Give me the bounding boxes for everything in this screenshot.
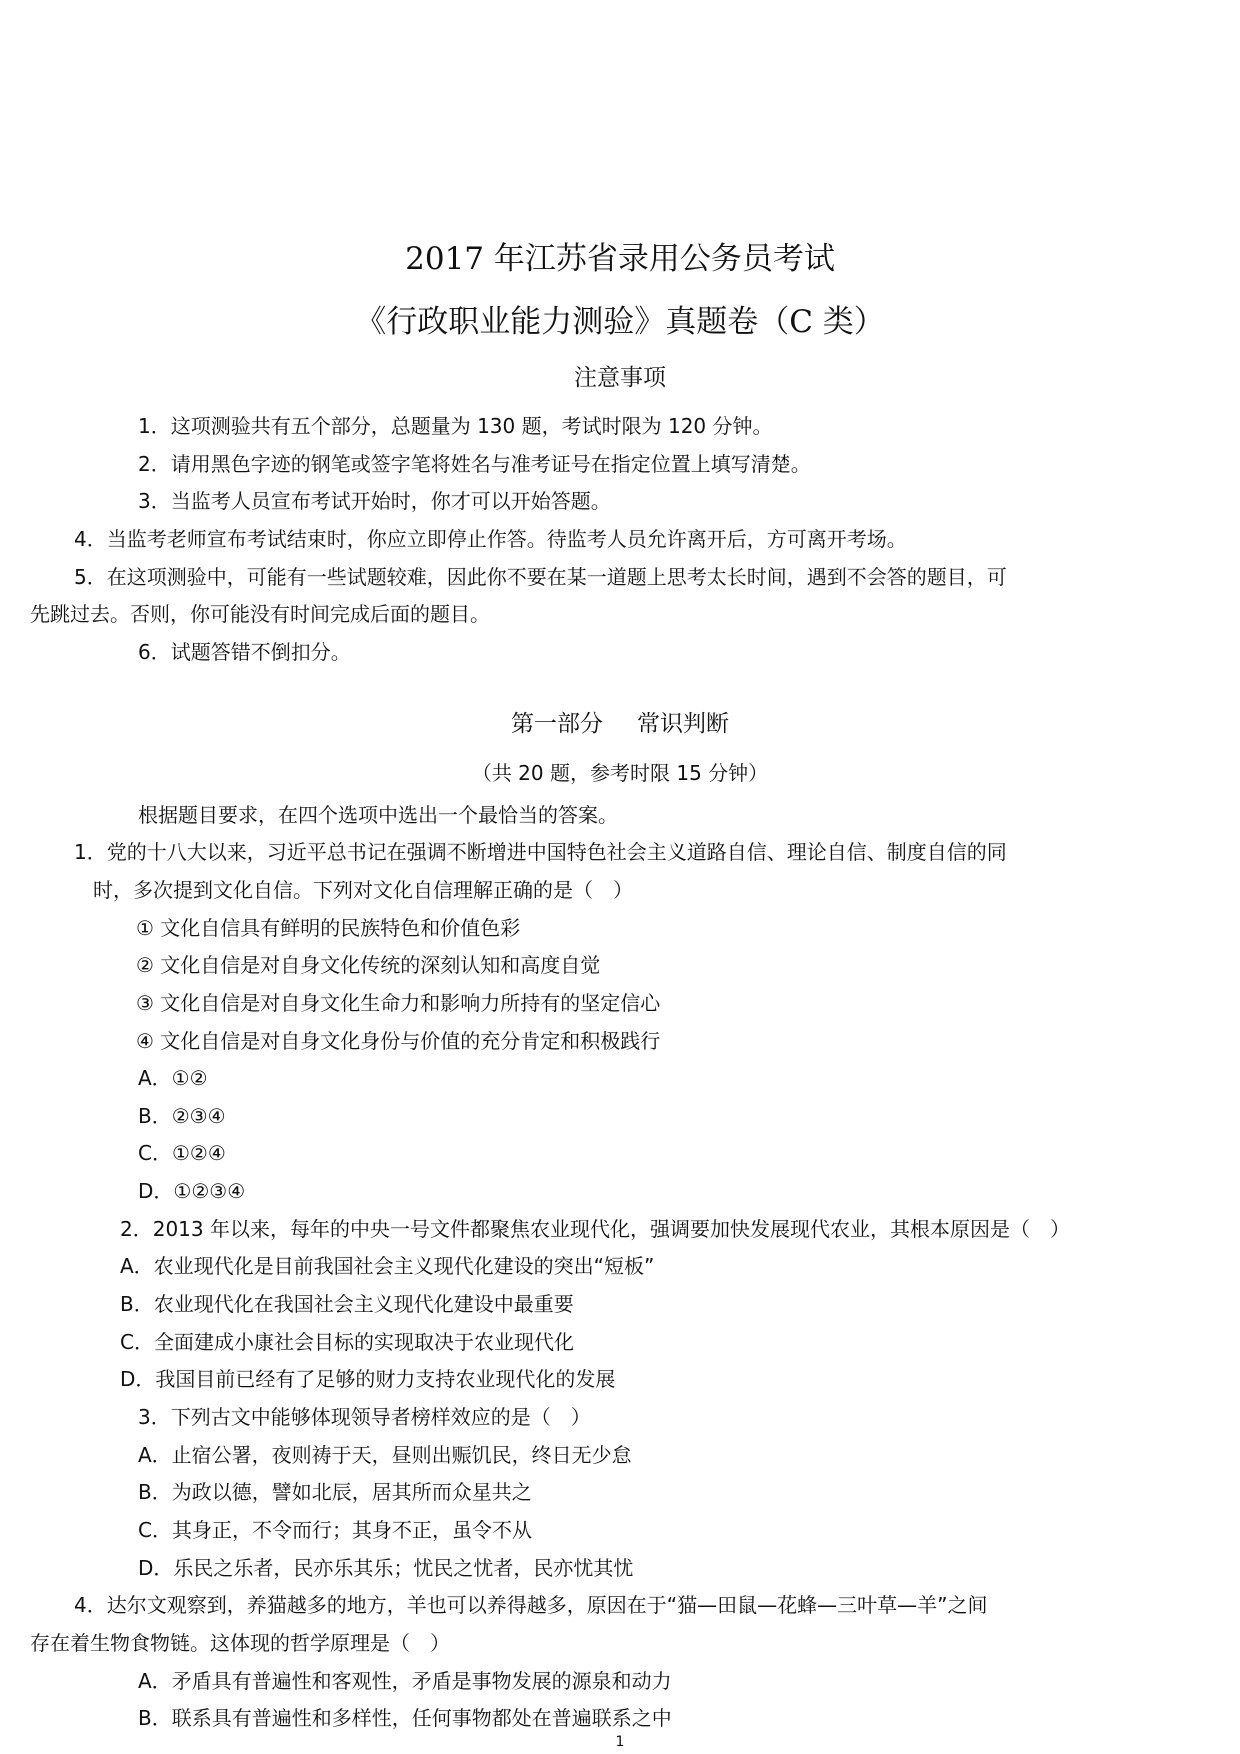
notice-item: 1．这项测验共有五个部分，总题量为 130 题，考试时限为 120 分钟。 bbox=[138, 414, 773, 438]
question-1-item: ① 文化自信具有鲜明的民族特色和价值色彩 bbox=[136, 916, 521, 940]
question-1-option-c: C．①②④ bbox=[138, 1141, 226, 1165]
section-title bbox=[0, 710, 1240, 738]
exam-subtitle: 《行政职业能力测验》真题卷（C 类） bbox=[355, 304, 885, 340]
notice-item-continued: 先跳过去。否则，你可能没有时间完成后面的题目。 bbox=[30, 602, 490, 626]
question-3-option-a: A．止宿公署，夜则祷于天，昼则出赈饥民，终日无少怠 bbox=[138, 1443, 632, 1467]
notice-item: 4．当监考老师宣布考试结束时，你应立即停止作答。待监考人员允许离开后，方可离开考场。 bbox=[74, 527, 907, 551]
question-1-item: ② 文化自信是对自身文化传统的深刻认知和高度自觉 bbox=[136, 953, 601, 977]
section-name: 常识判断 bbox=[637, 711, 729, 737]
question-2-option-d: D．我国目前已经有了足够的财力支持农业现代化的发展 bbox=[120, 1367, 616, 1391]
notice-item: 5．在这项测验中，可能有一些试题较难，因此你不要在某一道题上思考太长时间，遇到不会答的题目，可 bbox=[74, 565, 1007, 589]
question-4-text-continued: 存在着生物食物链。这体现的哲学原理是（ ） bbox=[30, 1631, 450, 1655]
question-1-item: ④ 文化自信是对自身文化身份与价值的充分肯定和积极践行 bbox=[136, 1029, 661, 1053]
question-4-text: 4．达尔文观察到，养猫越多的地方，羊也可以养得越多，原因在于“猫—田鼠—花蜂—三叶草—羊”之间 bbox=[74, 1593, 988, 1617]
question-1-option-d: D．①②③④ bbox=[138, 1179, 246, 1203]
notice-heading: 注意事项 bbox=[574, 365, 666, 391]
notice-item: 6．试题答错不倒扣分。 bbox=[138, 640, 351, 664]
notice-item: 3．当监考人员宣布考试开始时，你才可以开始答题。 bbox=[138, 489, 611, 513]
question-2-text: 2．2013 年以来，每年的中央一号文件都聚焦农业现代化，强调要加快发展现代农业，其根本原因是（ ） bbox=[120, 1217, 1070, 1241]
question-1-text: 1．党的十八大以来，习近平总书记在强调不断增进中国特色社会主义道路自信、理论自信、制度自信的同 bbox=[74, 840, 1007, 864]
question-2-option-a: A．农业现代化是目前我国社会主义现代化建设的突出“短板” bbox=[120, 1254, 655, 1278]
question-3-option-b: B．为政以德，譬如北辰，居其所而众星共之 bbox=[138, 1480, 532, 1504]
notice-item: 2．请用黑色字迹的钢笔或签字笔将姓名与准考证号在指定位置上填写清楚。 bbox=[138, 452, 811, 476]
section-instruction: 根据题目要求，在四个选项中选出一个最恰当的答案。 bbox=[138, 803, 618, 827]
page-number: 1 bbox=[615, 1734, 625, 1750]
question-2-option-c: C．全面建成小康社会目标的实现取决于农业现代化 bbox=[120, 1330, 574, 1354]
exam-title: 2017 年江苏省录用公务员考试 bbox=[405, 241, 835, 277]
question-3-text: 3．下列古文中能够体现领导者榜样效应的是（ ） bbox=[138, 1405, 591, 1429]
question-3-option-c: C．其身正，不令而行；其身不正，虽令不从 bbox=[138, 1518, 532, 1542]
question-1-option-a: A．①② bbox=[138, 1066, 208, 1090]
question-1-text-continued: 时，多次提到文化自信。下列对文化自信理解正确的是（ ） bbox=[93, 878, 633, 902]
question-1-option-b: B．②③④ bbox=[138, 1104, 226, 1128]
question-2-option-b: B．农业现代化在我国社会主义现代化建设中最重要 bbox=[120, 1292, 574, 1316]
question-1-item: ③ 文化自信是对自身文化生命力和影响力所持有的坚定信心 bbox=[136, 991, 661, 1015]
section-part: 第一部分 bbox=[511, 711, 603, 737]
question-4-option-a: A．矛盾具有普遍性和客观性，矛盾是事物发展的源泉和动力 bbox=[138, 1669, 672, 1693]
question-4-option-b: B．联系具有普遍性和多样性，任何事物都处在普遍联系之中 bbox=[138, 1706, 672, 1730]
section-info: （共 20 题，参考时限 15 分钟） bbox=[471, 761, 769, 785]
question-3-option-d: D．乐民之乐者，民亦乐其乐；忧民之忧者，民亦忧其忧 bbox=[138, 1556, 634, 1580]
